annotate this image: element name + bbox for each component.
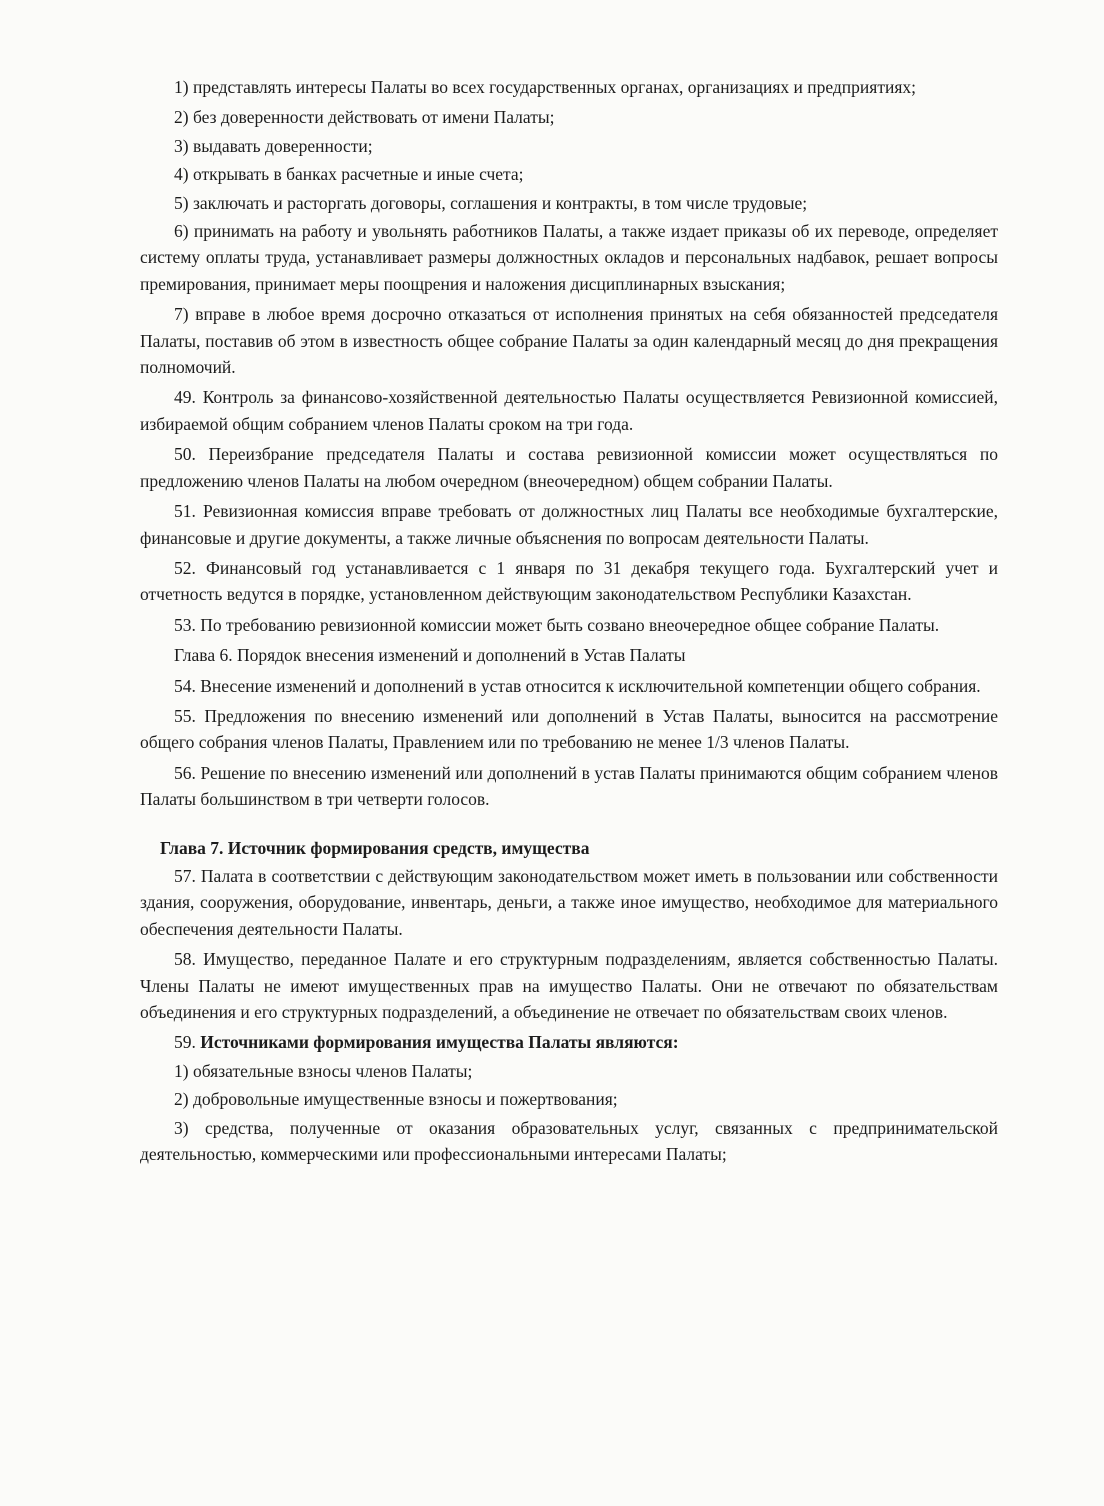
clause-56-paragraph: 56. Решение по внесению изменений или дополнений в устав Палаты принимаются общим собранием членов Палаты большинством в три четверти голосов. [140, 762, 998, 810]
clause-59-number: 59. [174, 1032, 196, 1053]
clause-57-paragraph: 57. Палата в соответствии с действующим законодательством может иметь в пользовании или собственности здания, сооружения, оборудование, инвентарь, деньги, а также иное имущество, необходимое для материального обеспечения деятельности Палаты. [140, 865, 998, 939]
chapter-7-heading: Глава 7. Источник формирования средств, имущества [160, 837, 590, 858]
item-1-paragraph: 1) представлять интересы Палаты во всех государственных органах, организациях и предприятиях; [174, 77, 917, 97]
item-3-paragraph: 3) выдавать доверенности; [174, 135, 373, 156]
clause-59-item-2: 2) добровольные имущественные взносы и пожертвования; [174, 1089, 618, 1110]
clause-49-paragraph: 49. Контроль за финансово-хозяйственной деятельностью Палаты осуществляется Ревизионной комиссией, избираемой общим собранием членов Палаты сроком на три года. [140, 387, 998, 434]
clause-52-paragraph: 52. Финансовый год устанавливается с 1 января по 31 декабря текущего года. Бухгалтерский учет и отчетность ведутся в порядке, установленном действующим законодательством Республики Казахстан. [140, 557, 998, 605]
clause-54-paragraph: 54. Внесение изменений и дополнений в устав относится к исключительной компетенции общего собрания. [174, 675, 981, 696]
clause-59-paragraph [140, 1029, 998, 1055]
item-4-paragraph: 4) открывать в банках расчетные и иные счета; [174, 164, 524, 185]
clause-51-paragraph: 51. Ревизионная комиссия вправе требовать от должностных лиц Палаты все необходимые бухгалтерские, финансовые и другие документы, а также личные объяснения по вопросам деятельности Палаты. [140, 501, 998, 548]
item-6-paragraph: 6) принимать на работу и увольнять работников Палаты, а также издает приказы об их переводе, определяет систему оплаты труда, устанавливает размеры должностных окладов и персональных надбавок, решает вопросы премирования, принимает меры поощрения и наложения дисциплинарных взыскания; [140, 221, 998, 294]
clause-53-paragraph: 53. По требованию ревизионной комиссии может быть созвано внеочередное общее собрание Палаты. [174, 614, 940, 635]
clause-59-bold-text: Источниками формирования имущества Палаты являются: [200, 1032, 679, 1053]
clause-50-paragraph: 50. Переизбрание председателя Палаты и состава ревизионной комиссии может осуществляться по предложению членов Палаты на любом очередном (внеочередном) общем собрании Палаты. [140, 444, 998, 491]
item-2-paragraph: 2) без доверенности действовать от имени Палаты; [174, 107, 555, 128]
item-7-paragraph: 7) вправе в любое время досрочно отказаться от исполнения принятых на себя обязанностей председателя Палаты, поставив об этом в известность общее собрание Палаты за один календарный месяц до дня прекращения полномочий. [140, 304, 998, 378]
chapter-6-heading: Глава 6. Порядок внесения изменений и дополнений в Устав Палаты [174, 645, 686, 666]
item-5-paragraph: 5) заключать и расторгать договоры, соглашения и контракты, в том числе трудовые; [174, 192, 808, 213]
clause-59-item-1: 1) обязательные взносы членов Палаты; [174, 1060, 473, 1081]
clause-59-item-3: 3) средства, полученные от оказания образовательных услуг, связанных с предпринимательской деятельностью, коммерческими или профессиональными интересами Палаты; [140, 1117, 998, 1165]
clause-58-paragraph: 58. Имущество, переданное Палате и его структурным подразделениям, является собственностью Палаты. Члены Палаты не имеют имущественных прав на имущество Палаты. Они не отвечают по обязательствам объединения и его структурных подразделений, а объединение не отвечает по обязательствам своих членов. [140, 949, 998, 1022]
clause-55-paragraph: 55. Предложения по внесению изменений или дополнений в Устав Палаты, выносится на рассмотрение общего собрания членов Палаты, Правлением или по требованию не менее 1/3 членов Палаты. [140, 705, 998, 753]
